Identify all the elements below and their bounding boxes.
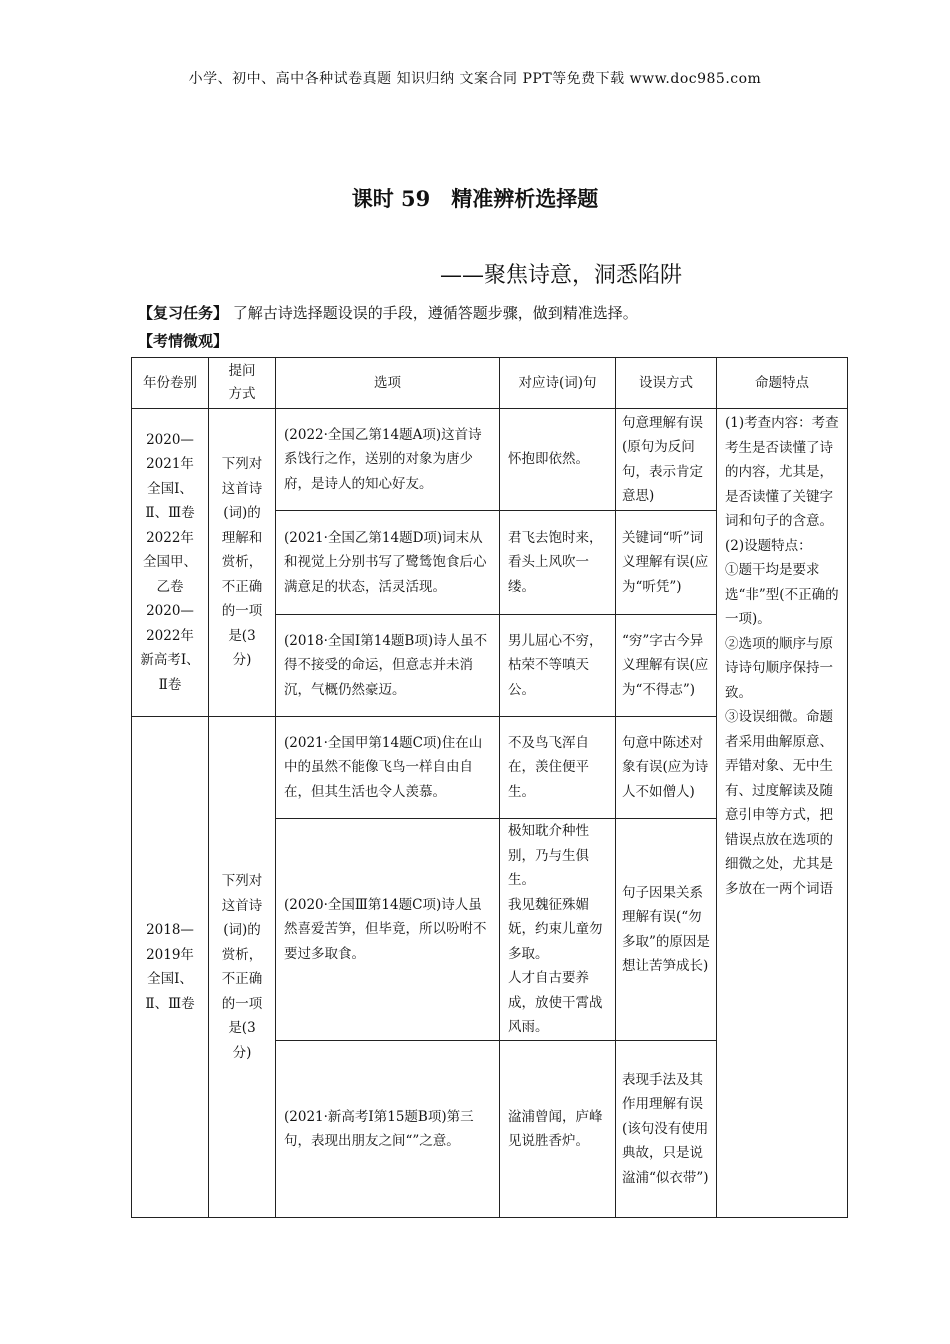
section-label: 【考情微观】 [138,332,229,350]
verse-cell: 怀抱即依然。 [500,409,616,511]
verse-cell: 君飞去饱时来，看头上风吹一缕。 [500,511,616,615]
col-header-features: 命题特点 [717,358,848,409]
col-header-error: 设误方式 [616,358,717,409]
review-task-text: 了解古诗选择题设误的手段，遵循答题步骤，做到精准选择。 [232,304,638,322]
feature-item: ①题干均是要求选“非”型(不正确的一项)。 [725,562,839,627]
exam-analysis-table [131,357,848,1218]
verse-line: 极知耽介种性别，乃与生俱生。 [508,823,589,889]
features-cell [717,409,848,1218]
verse-cell: 男儿屈心不穷，枯荣不等嗔天公。 [500,615,616,717]
review-task [138,302,638,323]
error-cell: “穷”字古今异义理解有误(应为“不得志”) [616,615,717,717]
error-cell: 句意中陈述对象有误(应为诗人不如僧人) [616,717,717,819]
table-header-row [132,358,848,409]
feature-item: ②选项的顺序与原诗诗句顺序保持一致。 [725,635,833,701]
year-cell-group2: 2018—2019年全国Ⅰ、Ⅱ、Ⅲ卷 [132,717,209,1218]
verse-line: 我见魏征殊媚妩，约束儿童勿多取。 [508,896,603,962]
question-cell-group2: 下列对这首诗(词)的赏析，不正确的一项是(3分) [209,717,276,1218]
verse-cell: 不及鸟飞浑自在，羡住便平生。 [500,717,616,819]
col-header-year: 年份卷别 [132,358,209,409]
option-cell: (2020·全国Ⅲ第14题C项)诗人虽然喜爱苦笋，但毕竟，所以吩咐不要过多取食。 [276,819,500,1041]
page-title: 课时 59 精准辨析选择题 [351,186,599,211]
col-header-verse: 对应诗(词)句 [500,358,616,409]
error-cell: 表现手法及其作用理解有误(该句没有使用典故，只是说湓浦“似衣带”) [616,1041,717,1218]
error-cell: 句意理解有误(原句为反问句，表示肯定意思) [616,409,717,511]
feature-item: (1)考查内容：考查考生是否读懂了诗的内容，尤其是，是否读懂了关键字词和句子的含意。 [725,415,839,529]
option-cell: (2022·全国乙第14题A项)这首诗系饯行之作，送别的对象为唐少府，是诗人的知心好友。 [276,409,500,511]
page-subtitle: ——聚焦诗意，洞悉陷阱 [440,263,683,288]
question-cell-group1: 下列对这首诗(词)的理解和赏析，不正确的一项是(3分) [209,409,276,717]
feature-item: ③设误细微。命题者采用曲解原意、弄错对象、无中生有、过度解读及随意引申等方式，把错误点放在选项的细微之处，尤其是多放在一两个词语 [725,709,833,897]
error-cell: 关键词“听”词义理解有误(应为“听凭”) [616,511,717,615]
verse-cell: 湓浦曾闻，庐峰见说胜香炉。 [500,1041,616,1218]
review-task-label: 【复习任务】 [138,304,229,322]
page-header: 小学、初中、高中各种试卷真题 知识归纳 文案合同 PPT等免费下载 www.doc985.com [188,71,762,87]
col-header-question: 提问方式 [209,358,276,409]
option-cell: (2018·全国Ⅰ第14题B项)诗人虽不得不接受的命运，但意志并未消沉，气概仍然豪迈。 [276,615,500,717]
table-row [132,409,848,511]
col-header-option: 选项 [276,358,500,409]
year-cell-group1: 2020—2021年全国Ⅰ、Ⅱ、Ⅲ卷 2022年全国甲、乙卷 2020—2022年新高考Ⅰ、Ⅱ卷 [132,409,209,717]
verse-cell [500,819,616,1041]
verse-line: 人才自古要养成，放使干霄战风雨。 [508,970,603,1036]
option-cell: (2021·全国甲第14题C项)住在山中的虽然不能像飞鸟一样自由自在，但其生活也令人羡慕。 [276,717,500,819]
option-cell: (2021·新高考Ⅰ第15题B项)第三句，表现出朋友之间“”之意。 [276,1041,500,1218]
error-cell: 句子因果关系理解有误(“勿多取”的原因是想让苦笋成长) [616,819,717,1041]
option-cell: (2021·全国乙第14题D项)词末从和视觉上分别书写了鹭鸶饱食后心满意足的状态，活灵活现。 [276,511,500,615]
feature-item: (2)设题特点： [725,537,812,554]
